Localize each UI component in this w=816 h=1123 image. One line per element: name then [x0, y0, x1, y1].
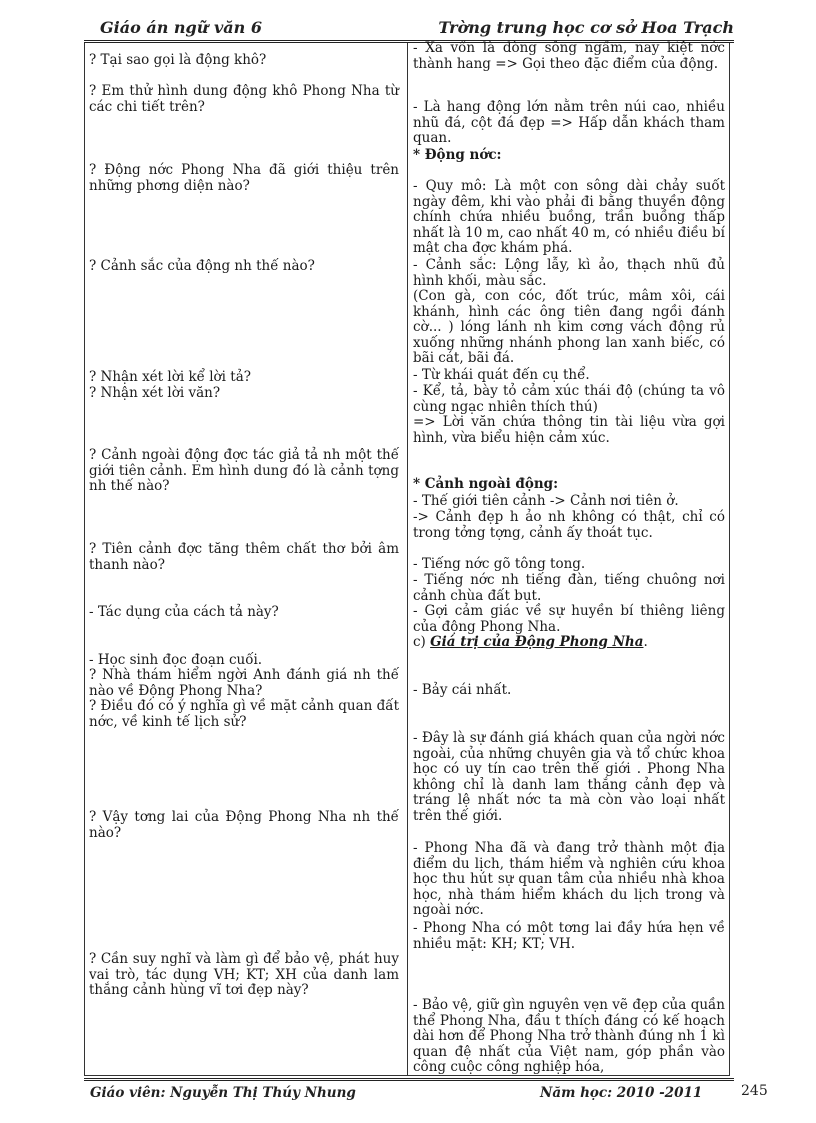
- question: ? Tiên cảnh đợc tăng thêm chất thơ bởi âm thanh nào?: [89, 541, 399, 573]
- question: ? Tại sao gọi là động khô?: [89, 52, 267, 68]
- answer: - Phong Nha có một tơng lai đầy hứa hẹn về nhiều mặt: KH; KT; VH.: [413, 920, 725, 952]
- question: ? Vậy tơng lai của Động Phong Nha nh thế nào?: [89, 809, 399, 841]
- question: ? Em thử hình dung động khô Phong Nha từ các chi tiết trên?: [89, 83, 399, 115]
- question: ? Cảnh ngoài động đợc tác giả tả nh một thế giới tiên cảnh. Em hình dung đó là cảnh tợng nh thế nào?: [89, 447, 399, 494]
- section-heading: * Động nớc:: [413, 147, 502, 163]
- answer: - Bảo vệ, giữ gìn nguyên vẹn vẽ đẹp của quần thể Phong Nha, đầu t thích đáng có kế hoạch dài hơn để Phong Nha trở thành đúng nh 1 kì quan đệ nhất của Việt nam, góp phần vào công cuộc công nghiệp hóa,: [413, 997, 725, 1075]
- answer: -> Cảnh đẹp h ảo nh không có thật, chỉ có trong tởng tợng, cảnh ấy thoát tục.: [413, 509, 725, 541]
- header-left: Giáo án ngữ văn 6: [100, 18, 262, 37]
- question: - Tác dụng của cách tả này?: [89, 604, 279, 620]
- answer: - Là hang động lớn nằm trên núi cao, nhiều nhũ đá, cột đá đẹp => Hấp dẫn khách tham quan.: [413, 99, 725, 146]
- answer: - Kể, tả, bày tỏ cảm xúc thái độ (chúng ta vô cùng ngạc nhiên thích thú): [413, 383, 725, 415]
- question: ? Điều đó có ý nghĩa gì về mặt cảnh quan đất nớc, về kinh tế lịch sử?: [89, 698, 399, 730]
- answer: - Gợi cảm giác về sự huyền bí thiêng liêng của động Phong Nha.: [413, 603, 725, 635]
- answer: - Đây là sự đánh giá khách quan của ngời nớc ngoài, của những chuyên gia và tổ chức khoa học có uy tín cao trên thế giới . Phong Nha không chỉ là danh lam thắng cảnh đẹp và tráng lệ nhất nớc ta mà còn vào loại nhất trên thế giới.: [413, 730, 725, 824]
- answer: - Tiếng nớc nh tiếng đàn, tiếng chuông nơi cảnh chùa đất bụt.: [413, 572, 725, 604]
- page-number: 245: [741, 1083, 768, 1099]
- section-period: .: [643, 634, 648, 650]
- question: ? Nhà thám hiểm ngời Anh đánh giá nh thế nào về Động Phong Nha?: [89, 667, 399, 699]
- answer: - Xa vốn là dòng sông ngầm, nay kiệt nớc thành hang => Gọi theo đặc điểm của động.: [413, 40, 725, 72]
- answer: - Quy mô: Là một con sông dài chảy suốt ngày đêm, khi vào phải đi bằng thuyền động chính chứa nhiều buồng, trần buồng thấp nhất là 10 m, cao nhất 40 m, có nhiều điều bí mật cha đợc khám phá.: [413, 178, 725, 256]
- answer: - Từ khái quát đến cụ thể.: [413, 367, 590, 383]
- footer-right: Năm học: 2010 -2011: [540, 1085, 703, 1101]
- answer: - Tiếng nớc gõ tông tong.: [413, 556, 586, 572]
- footer-rule: [84, 1078, 734, 1081]
- section-title: Giá trị của Động Phong Nha: [430, 634, 644, 650]
- column-divider: [407, 43, 408, 1075]
- answer: - Thế giới tiên cảnh -> Cảnh nơi tiên ở.: [413, 493, 679, 509]
- footer-left: Giáo viên: Nguyễn Thị Thúy Nhung: [90, 1085, 356, 1101]
- answer: - Bảy cái nhất.: [413, 682, 512, 698]
- answer: => Lời văn chứa thông tin tài liệu vừa gợi hình, vừa biểu hiện cảm xúc.: [413, 414, 725, 446]
- page-footer: [84, 1085, 734, 1105]
- header-right: Trờng trung học cơ sở Hoa Trạch: [438, 18, 734, 37]
- lesson-table: [84, 40, 730, 1076]
- question: ? Cảnh sắc của động nh thế nào?: [89, 258, 315, 274]
- answer: - Phong Nha đã và đang trở thành một địa điểm du lịch, thám hiểm và nghiên cứu khoa học thu hút sự quan tâm của nhiều nhà khoa học, nhà thám hiểm khách du lịch trong và ngoài nớc.: [413, 840, 725, 918]
- question: ? Cần suy nghĩ và làm gì để bảo vệ, phát huy vai trò, tác dụng VH; KT; XH của danh lam thắng cảnh hùng vĩ tơi đẹp này?: [89, 951, 399, 998]
- question: ? Nhận xét lời văn?: [89, 385, 221, 401]
- question: ? Nhận xét lời kể lời tả?: [89, 369, 251, 385]
- answer: (Con gà, con cóc, đốt trúc, mâm xôi, cái khánh, hình các ông tiên đang ngồi đánh cờ... ) lóng lánh nh kim cơng vách động rủ xuống những nhánh phong lan xanh biếc, có bãi cát, bãi đá.: [413, 288, 725, 366]
- question: - Học sinh đọc đoạn cuối.: [89, 652, 263, 668]
- section-heading: [413, 635, 725, 651]
- page-header: [84, 18, 734, 40]
- section-heading: * Cảnh ngoài động:: [413, 476, 559, 492]
- section-label: c): [413, 634, 431, 650]
- question: ? Động nớc Phong Nha đã giới thiệu trên những phơng diện nào?: [89, 162, 399, 194]
- answer: - Cảnh sắc: Lộng lẫy, kì ảo, thạch nhũ đủ hình khối, màu sắc.: [413, 257, 725, 289]
